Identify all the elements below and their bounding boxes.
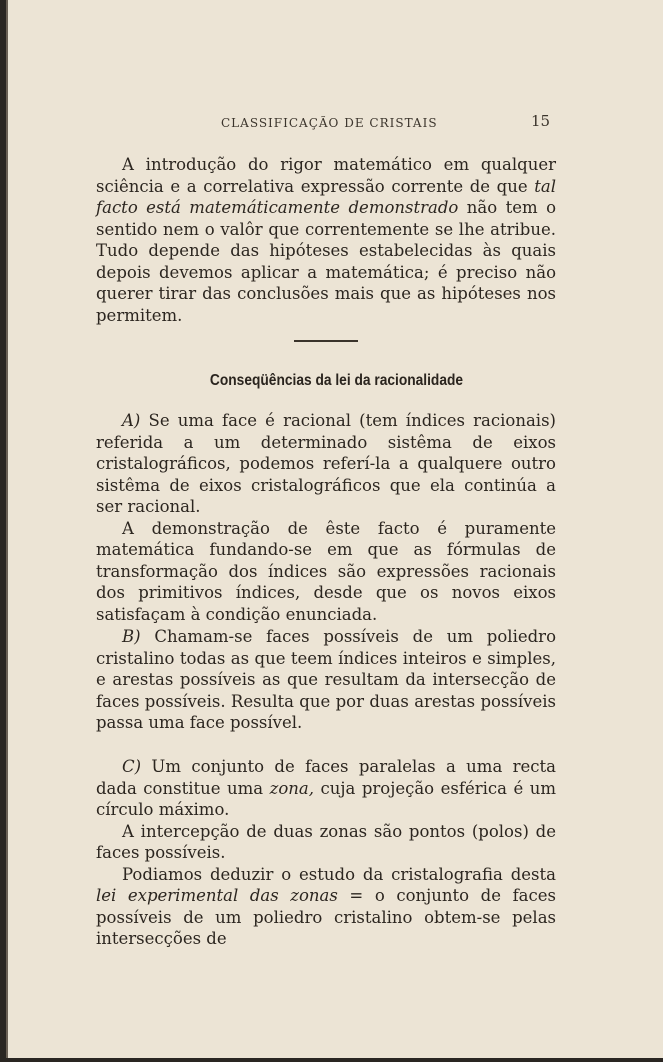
paragraph-c-label: C): [122, 757, 142, 776]
intro-text: A introdução do rigor matemático em qualquer sciência e a correlativa expressão corrente de que tal facto está matemáticamente demonstrado não tem o sentido nem o valôr que correntemente se lhe atribue. Tudo depende das hipóteses estabelecidas às quais depois devemos aplicar a matemática; é preciso não querer tirar das conclusões mais que as hipóteses nos permitem.: [96, 155, 556, 325]
book-page: [6, 0, 663, 1058]
paragraph-c-interception: A intercepção de duas zonas são pontos (polos) de faces possíveis.: [96, 821, 556, 862]
running-title: CLASSIFICAÇÃO DE CRISTAIS: [221, 116, 438, 130]
section-heading: Conseqüências da lei da racionalidade: [209, 372, 464, 389]
paragraph-b-block: [96, 626, 556, 734]
paragraph-a-block: [96, 410, 556, 625]
page-number: 15: [531, 112, 551, 130]
paragraph-a: A) Se uma face é racional (tem índices racionais) referida a um determinado sistêma de eixos cristalográficos, podemos referí-la a qualquere outro sistêma de eixos cristalográficos que ela continúa a ser racional.: [96, 411, 556, 516]
paragraph-c-block: [96, 756, 556, 950]
intro-italic: tal facto está matemáticamente demonstrado: [96, 176, 556, 217]
paragraph-a-demonstration: A demonstração de êste facto é puramente matemática fundando-se em que as fórmulas de transformação dos índices são expressões racionais dos primitivos índices, desde que os novos eixos satisfaçam à condição enunciada.: [96, 518, 556, 624]
paragraph-b-label: B): [122, 627, 141, 646]
running-header: [8, 112, 663, 136]
paragraph-c-italic: zona,: [269, 778, 314, 798]
zones-law-italic: lei experimental das zonas: [96, 886, 338, 905]
intro-paragraph: [96, 154, 556, 326]
paragraph-c-zones-law: Podiamos deduzir o estudo da cristalografia desta lei experimental das zonas = o conjunto de faces possíveis de um poliedro cristalino obtem-se pelas intersecções de: [96, 864, 556, 948]
paragraph-a-label: A): [122, 411, 141, 430]
paragraph-b: B) Chamam-se faces possíveis de um poliedro cristalino todas as que teem índices inteiros e simples, e arestas possíveis as que resultam da intersecção de faces possíveis. Resulta que por duas arestas possíveis passa uma face possível.: [96, 627, 556, 732]
paragraph-c: C) Um conjunto de faces paralelas a uma recta dada constitue uma zona, cuja projeção esférica é um círculo máximo.: [96, 757, 556, 819]
section-divider: [294, 340, 358, 342]
